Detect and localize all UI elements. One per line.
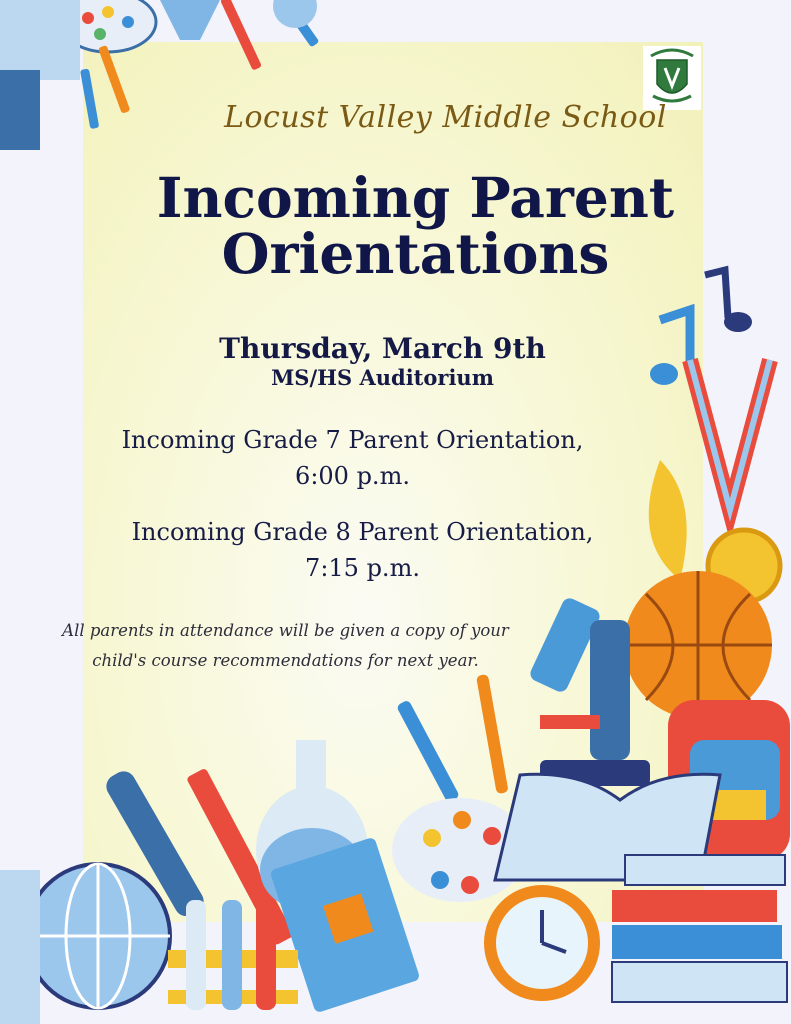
session-name: Incoming Grade 7 Parent Orientation,	[121, 426, 584, 454]
ruler-icon	[0, 870, 40, 1024]
leaf-icon	[649, 460, 687, 580]
music-note-icon	[650, 270, 752, 385]
paintbrush-icon	[476, 674, 509, 794]
title-line-2: Orientations	[221, 221, 610, 286]
event-date: Thursday, March 9th	[219, 332, 546, 365]
session-time: 6:00 p.m.	[295, 462, 410, 490]
title-line-1: Incoming Parent	[156, 165, 675, 230]
book-stack-icon	[612, 855, 787, 1002]
session-time: 7:15 p.m.	[305, 554, 420, 582]
paintbrush-icon	[396, 699, 460, 803]
microscope-small-icon	[0, 70, 40, 150]
basketball-icon	[624, 571, 772, 719]
medal-icon	[690, 360, 780, 602]
event-location: MS/HS Auditorium	[271, 365, 494, 390]
note-line-1: All parents in attendance will be given a copy of your	[62, 621, 509, 640]
flask-small-icon	[160, 0, 220, 40]
alarm-clock-icon	[484, 885, 600, 1001]
globe-small-icon	[273, 0, 317, 28]
notebook-icon	[0, 0, 80, 80]
school-name: Locust Valley Middle School	[224, 100, 667, 135]
session-name: Incoming Grade 8 Parent Orientation,	[131, 518, 594, 546]
note-line-2: child's course recommendations for next year.	[92, 651, 479, 670]
globe-icon	[26, 864, 170, 1008]
